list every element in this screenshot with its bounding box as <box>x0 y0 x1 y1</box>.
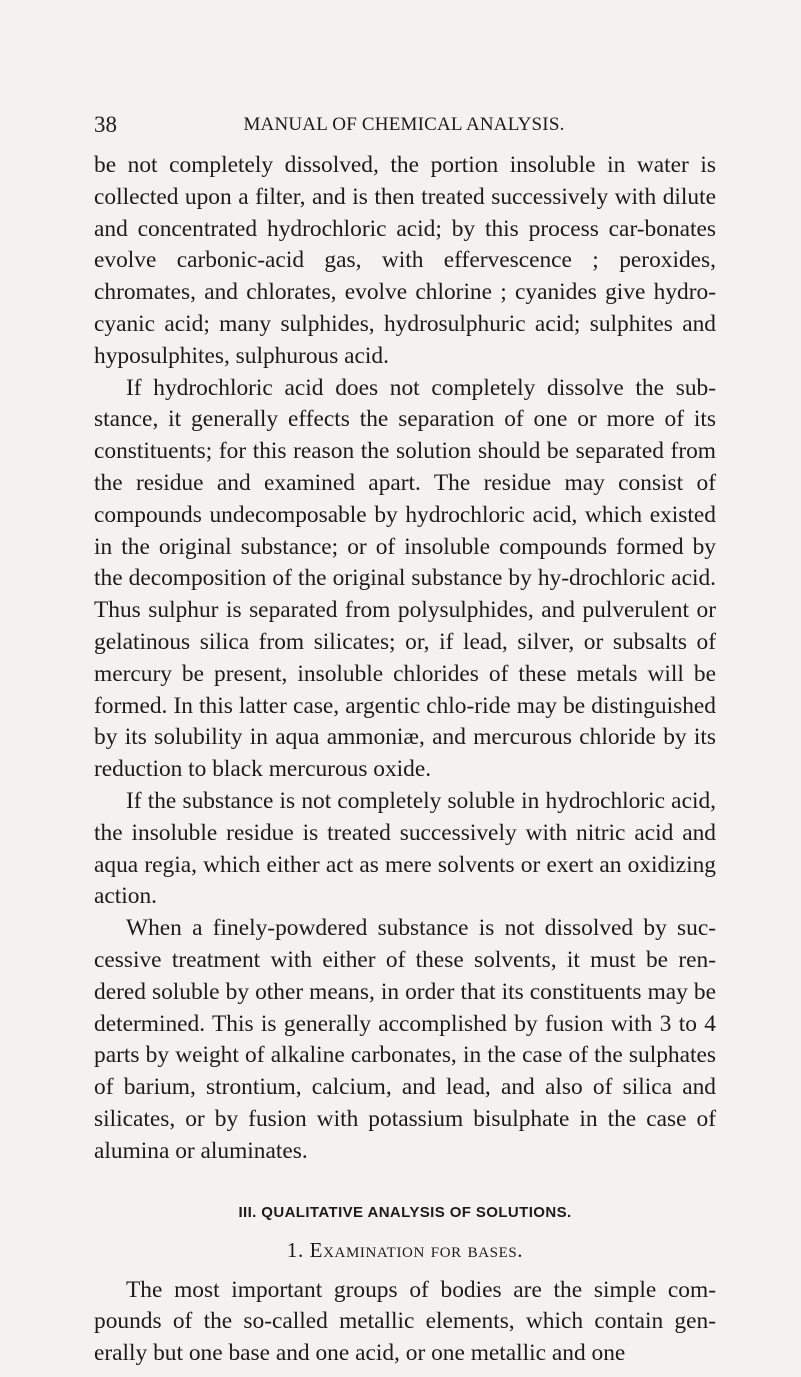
paragraph-bases: The most important groups of bodies are the simple com-pounds of the so-called metallic elements, which contain gen-erally but one base and one acid, or one metallic and one <box>94 1276 716 1367</box>
section-heading: III. QUALITATIVE ANALYSIS OF SOLUTIONS. <box>238 1203 572 1221</box>
sub-heading: 1. Examination for bases. <box>286 1237 524 1262</box>
running-head <box>94 112 714 142</box>
paragraph-hydrochloric-residue: If hydrochloric acid does not completely dissolve the sub-stance, it generally effects the separation of one or more of its constituents; for this reason the solution should be separated from the residue and examined apart. The residue may consist of compounds undecomposable by hydrochloric acid, which existed in the original substance; or of insoluble compounds formed by the decomposition of the original substance by hy-drochloric acid. Thus sulphur is separated from polysulphides, and pulverulent or gelatinous silica from silicates; or, if lead, silver, or subsalts of mercury be present, insoluble chlorides of these metals will be formed. In this latter case, argentic chlo-ride may be distinguished by its solubility in aqua ammoniæ, and mercurous chloride by its reduction to black mercurous oxide. <box>94 374 716 783</box>
paragraph-continued: be not completely dissolved, the portion insoluble in water is collected upon a filter, and is then treated successively with dilute and concentrated hydrochloric acid; by this process car-bonates evolve carbonic-acid gas, with effervescence ; peroxides, chromates, and chlorates, evolve chlorine ; cyanides give hydro-cyanic acid; many sulphides, hydrosulphuric acid; sulphites and hyposulphites, sulphurous acid. <box>94 152 716 369</box>
paragraph-nitric-aqua-regia: If the substance is not completely soluble in hydrochloric acid, the insoluble residue is treated successively with nitric acid and aqua regia, which either act as mere solvents or exert an oxidizing action. <box>94 787 716 910</box>
running-title: MANUAL OF CHEMICAL ANALYSIS. <box>243 114 565 135</box>
paragraph-fusion: When a finely-powdered substance is not dissolved by suc-cessive treatment with either of these solvents, it must be ren-dered soluble by other means, in order that its constituents may be determined. This is generally accomplished by fusion with 3 to 4 parts by weight of alkaline carbonates, in the case of the sulphates of barium, strontium, calcium, and lead, and also of silica and silicates, or by fusion with potassium bisulphate in the case of alumina or aluminates. <box>94 915 716 1164</box>
page-number: 38 <box>94 112 117 137</box>
body-text <box>94 150 716 1370</box>
